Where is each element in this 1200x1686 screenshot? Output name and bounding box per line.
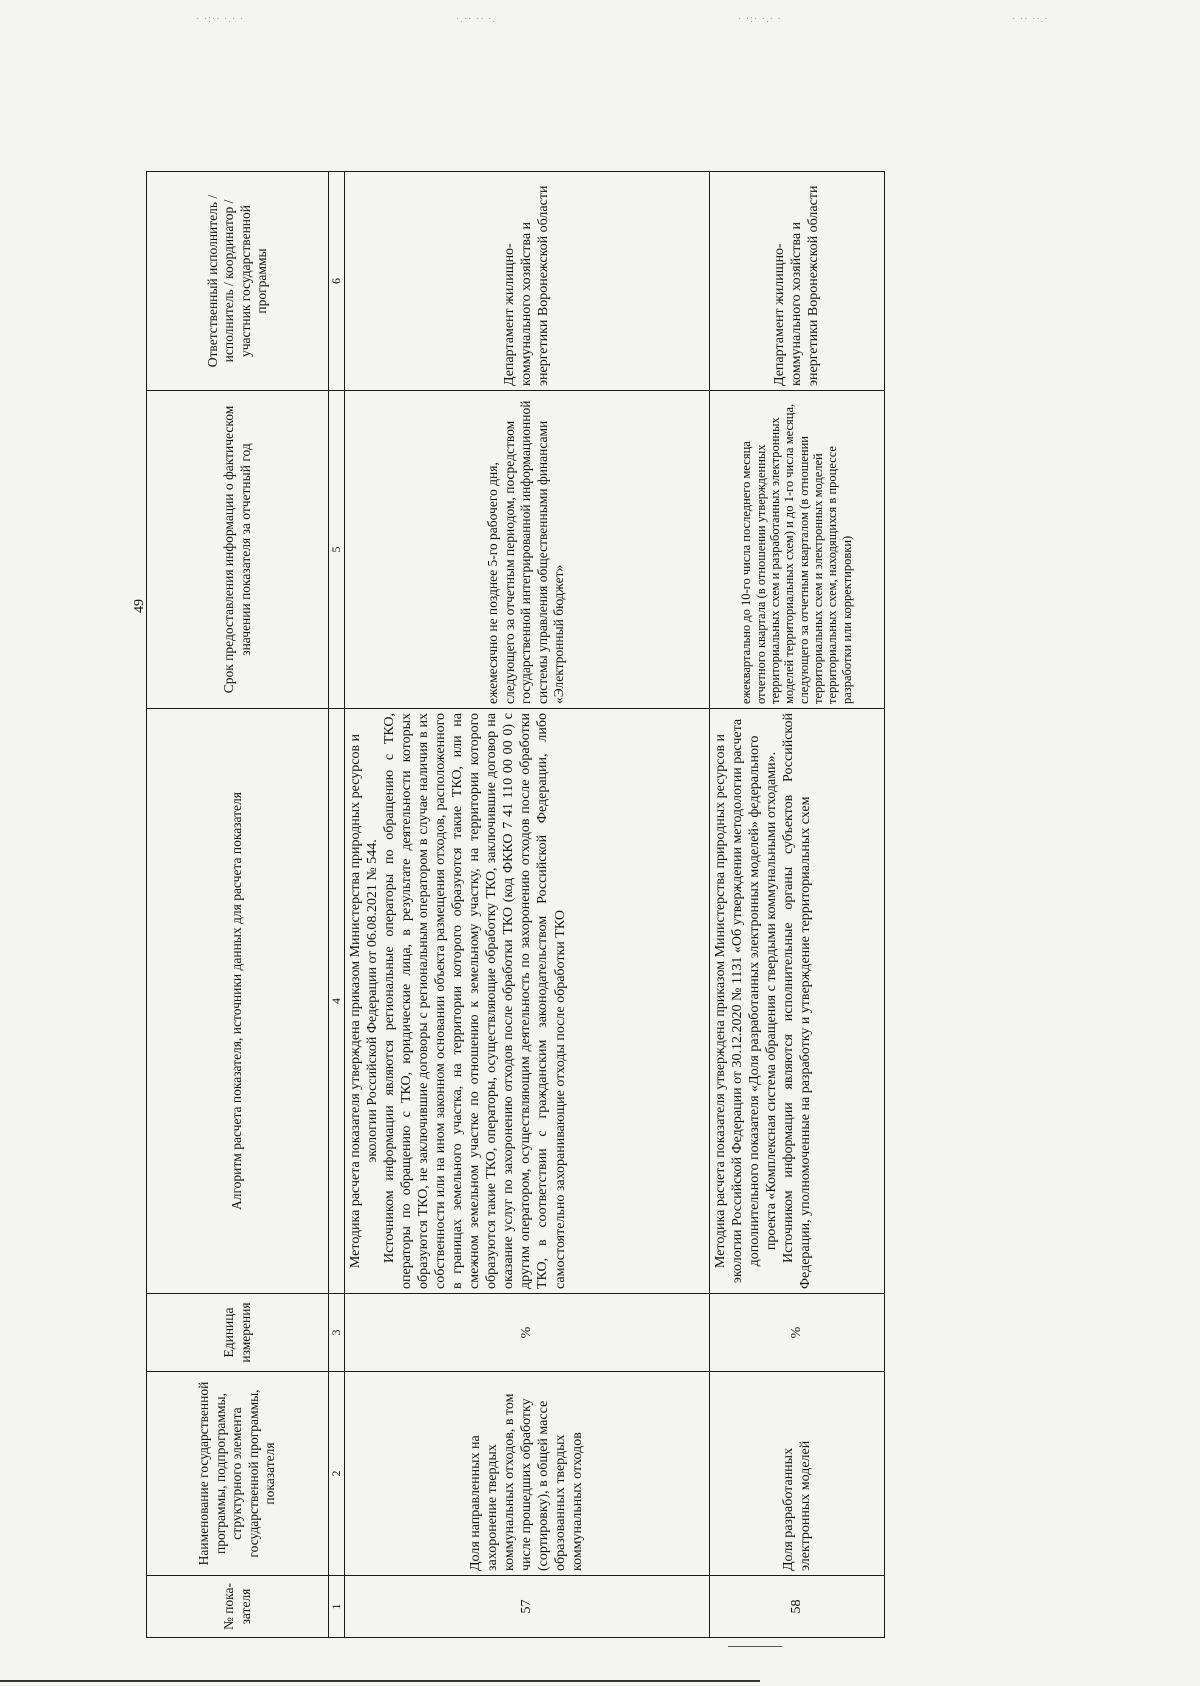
header-indicator-name: Наименование государственной программы, подпрограммы, структурного элемента государственной программы, показателя [147, 1372, 329, 1576]
table-row [344, 172, 709, 1638]
column-number: 3 [329, 1294, 345, 1372]
unit-of-measure: % [709, 1294, 884, 1372]
indicator-number: 57 [344, 1576, 709, 1638]
algorithm-paragraph: Источником информации являются исполнительные органы субъектов Российской Федерации, уполномоченные на разработку и утверждение территориальных схем [780, 713, 814, 1289]
scan-artifact: ·.·· ·· ·. [456, 14, 496, 25]
scan-artifact: · ·:·· ·.· · [196, 14, 245, 25]
algorithm-paragraph: Методика расчета показателя утверждена приказом Министерства природных ресурсов и экологии Российской Федерации от 06.08.2021 № 544. [347, 733, 380, 1269]
column-number: 5 [329, 391, 345, 709]
algorithm-paragraph: Методика расчета показателя утверждена приказом Министерства природных ресурсов и экологии Российской Федерации от 30.12.2020 № 1131 «Об утверждении методологии расчета дополнительного показателя «Доля разработанных электронных моделей» федерального проекта «Комплексная система обращения с твердыми коммунальными отходами». [712, 718, 779, 1284]
indicator-table [146, 171, 885, 1638]
indicator-name: Доля разработанных электронных моделей [709, 1372, 884, 1576]
header-algorithm: Алгоритм расчета показателя, источники данных для расчета показателя [147, 709, 329, 1294]
scan-edge-mark [728, 1646, 782, 1647]
header-unit: Единица измерения [147, 1294, 329, 1372]
table-row [709, 172, 884, 1638]
unit-of-measure: % [344, 1294, 709, 1372]
column-number-row [329, 172, 345, 1638]
header-row [147, 172, 329, 1638]
scan-artifact: · ·· ··.· [1012, 14, 1049, 25]
scan-artifact: · ·:· ·.· · [738, 14, 782, 25]
header-responsible: Ответственный исполнитель / исполнитель / координатор / участник государственной программы [147, 172, 329, 391]
indicator-name: Доля направленных на захоронение твердых коммунальных отходов, в том числе прошедших обработку (сортировку), в общей массе образованных твердых коммунальных отходов [344, 1372, 709, 1576]
responsible-executor: Департамент жилищно-коммунального хозяйства и энергетики Воронежской области [344, 172, 709, 391]
column-number: 6 [329, 172, 345, 391]
header-indicator-number: № пока-зателя [147, 1576, 329, 1638]
indicator-table-container [146, 172, 1200, 1631]
header-deadline: Срок предоставления информации о фактическом значении показателя за отчетный год [147, 391, 329, 709]
indicator-number: 58 [709, 1576, 884, 1638]
responsible-executor: Департамент жилищно-коммунального хозяйства и энергетики Воронежской области [709, 172, 884, 391]
column-number: 1 [329, 1576, 345, 1638]
reporting-deadline: ежемесячно не позднее 5-го рабочего дня, следующего за отчетным периодом, посредством государственной интегрированной информационной системы управления общественными финансами «Электронный бюджет» [344, 391, 709, 709]
algorithm-paragraph: Источником информации являются региональные операторы по обращению с ТКО, операторы по обращению с ТКО, юридические лица, в результате деятельности которых образуются ТКО, не заключившие договоры с региональным оператором в случае наличия в их собственности или на ином законном основании объекта размещения отходов, расположенного в границах земельного участка, на территории которого образуются такие ТКО, или на смежном земельном участке по отношению к земельному участку, на территории которого образуются такие ТКО, операторы, осуществляющие обработку ТКО, заключившие договор на оказание услуг по захоронению отходов после обработки ТКО (код ФККО 7 41 110 00 00 0) с другим оператором, осуществляющим деятельность по захоронению отходов после обработки ТКО, в соответствии с гражданским законодательством Российской Федерации, либо самостоятельно захоранивающие отходы после обработки ТКО [381, 713, 568, 1289]
page-number: 49 [132, 599, 147, 613]
calculation-algorithm [344, 709, 709, 1294]
calculation-algorithm [709, 709, 884, 1294]
column-number: 2 [329, 1372, 345, 1576]
reporting-deadline: ежеквартально до 10-го числа последнего месяца отчетного квартала (в отношении утвержденных территориальных схем и разработанных электронных моделей территориальных схем) и до 1-го числа месяца, следующего за отчетным кварталом (в отношении территориальных схем и электронных моделей территориальных схем, находящихся в процессе разработки или корректировки) [709, 391, 884, 709]
scan-bottom-edge [0, 1680, 760, 1682]
column-number: 4 [329, 709, 345, 1294]
